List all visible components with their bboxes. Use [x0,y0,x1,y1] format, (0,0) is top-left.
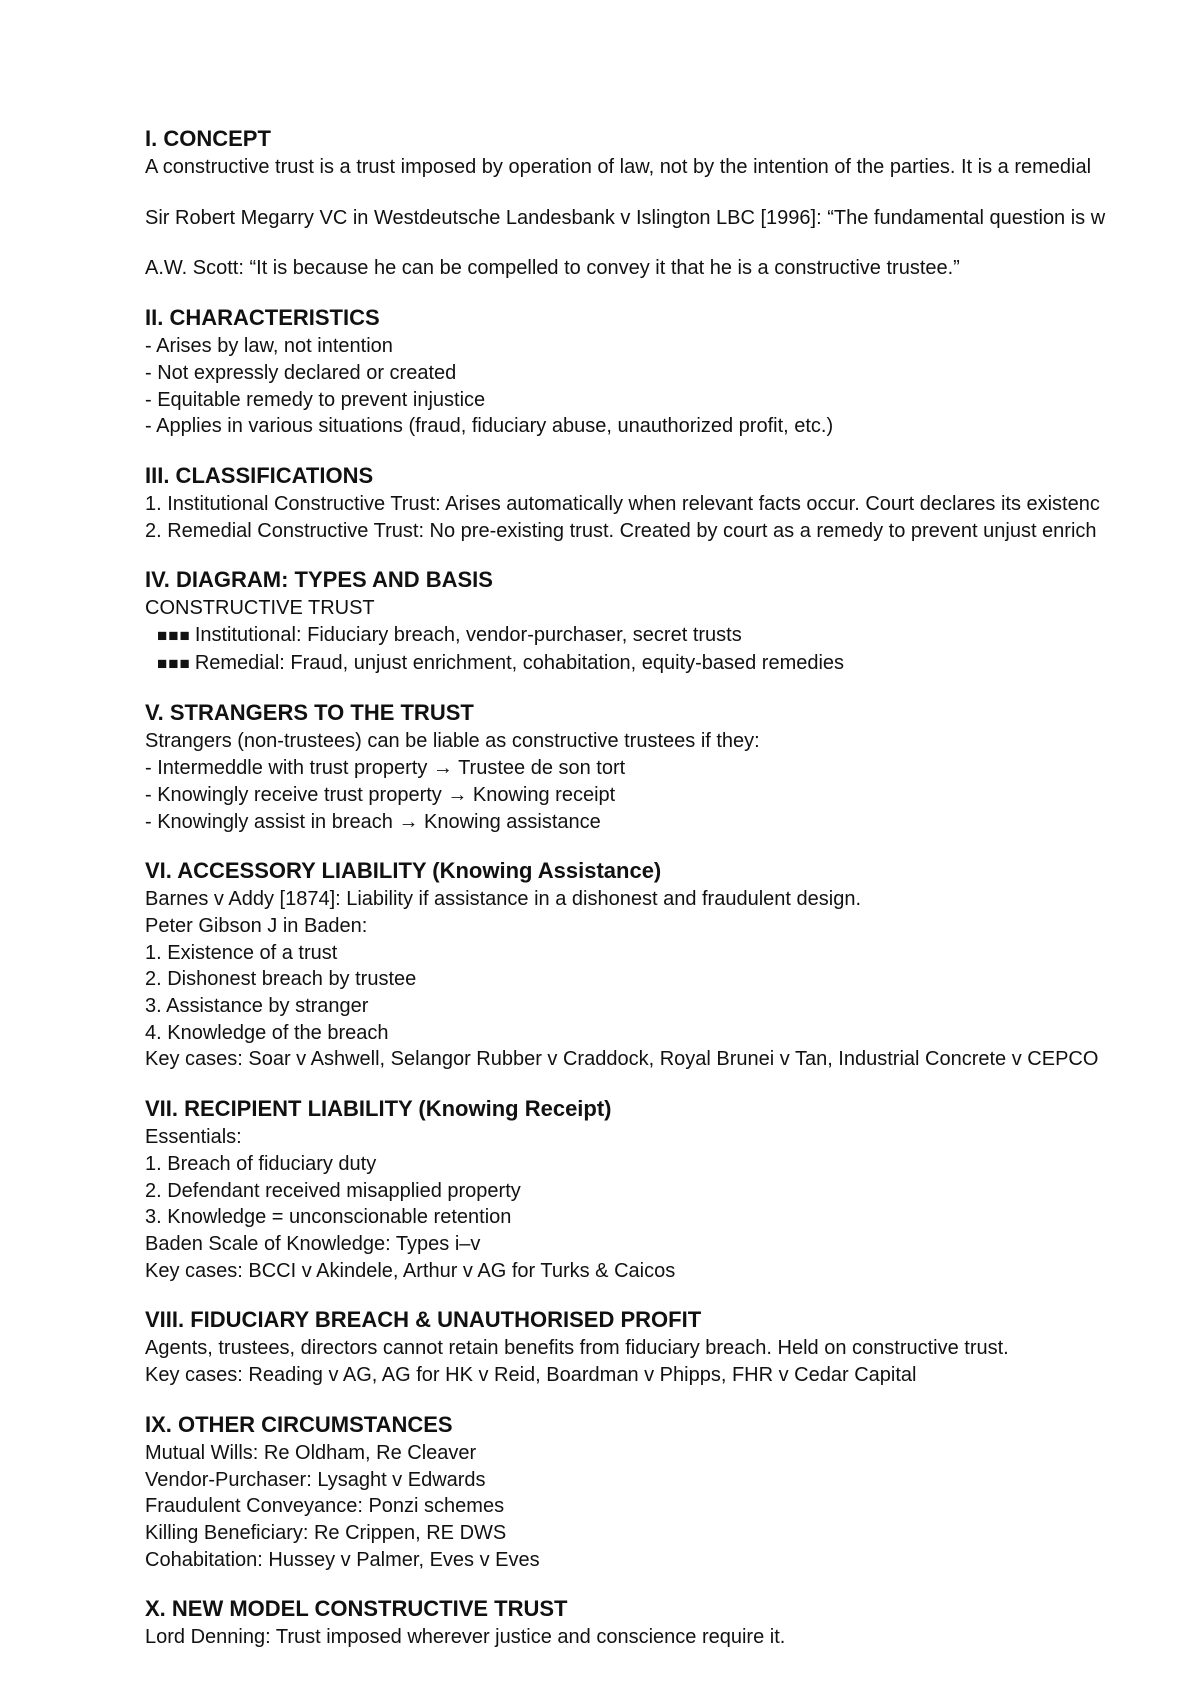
section-heading: VIII. FIDUCIARY BREACH & UNAUTHORISED PROFIT [145,1307,702,1333]
document-page [145,124,1200,1672]
section-heading: II. CHARACTERISTICS [145,305,380,331]
text-line: Fraudulent Conveyance: Ponzi schemes [145,1495,505,1518]
section-recipient-liability [145,1094,1200,1284]
diagram-branch [145,650,1200,678]
diagram-root: CONSTRUCTIVE TRUST [145,597,375,620]
diagram-branch [145,622,1200,650]
section-heading: IV. DIAGRAM: TYPES AND BASIS [145,567,493,593]
list-item: 2. Remedial Constructive Trust: No pre-existing trust. Created by court as a remedy to prevent unjust enrich [145,519,1097,542]
list-item: 3. Knowledge = unconscionable retention [145,1206,512,1229]
list-item: 1. Breach of fiduciary duty [145,1152,377,1175]
list-item: - Applies in various situations (fraud, fiduciary abuse, unauthorized profit, etc.) [145,415,834,438]
section-heading: X. NEW MODEL CONSTRUCTIVE TRUST [145,1596,568,1622]
paragraph: A.W. Scott: “It is because he can be compelled to convey it that he is a constructive trustee.” [145,257,960,280]
diagram-branch-label: Remedial: Fraud, unjust enrichment, cohabitation, equity-based remedies [194,651,845,674]
list-item: - Equitable remedy to prevent injustice [145,388,486,411]
list-item: 2. Defendant received misapplied property [145,1179,521,1202]
text-line: Killing Beneficiary: Re Crippen, RE DWS [145,1521,507,1544]
text-line: Barnes v Addy [1874]: Liability if assistance in a dishonest and fraudulent design. [145,888,862,911]
section-accessory-liability [145,856,1200,1073]
text-line: Mutual Wills: Re Oldham, Re Cleaver [145,1441,477,1464]
branch-connector-icon: ■■■ [157,653,191,673]
list-item: - Knowingly assist in breach → Knowing assistance [145,810,601,833]
section-fiduciary-breach [145,1305,1200,1388]
diagram-branch-label: Institutional: Fiduciary breach, vendor-purchaser, secret trusts [194,624,742,647]
section-strangers [145,698,1200,835]
section-classifications [145,461,1200,544]
list-item: 1. Existence of a trust [145,941,338,964]
text-line: Cohabitation: Hussey v Palmer, Eves v Eves [145,1548,540,1571]
section-heading: I. CONCEPT [145,126,271,151]
section-heading: III. CLASSIFICATIONS [145,462,374,488]
key-cases: Key cases: Soar v Ashwell, Selangor Rubber v Craddock, Royal Brunei v Tan, Industrial Concrete v CEPCO [145,1048,1099,1071]
list-item: 1. Institutional Constructive Trust: Arises automatically when relevant facts occur. Court declares its existenc [145,492,1100,515]
section-characteristics [145,303,1200,440]
text-line: Vendor-Purchaser: Lysaght v Edwards [145,1468,486,1491]
section-diagram [145,565,1200,677]
section-other-circumstances [145,1410,1200,1574]
list-item: 4. Knowledge of the breach [145,1021,389,1044]
text-line: Agents, trustees, directors cannot retain benefits from fiduciary breach. Held on constructive trust. [145,1337,1009,1360]
text-line: Peter Gibson J in Baden: [145,914,368,937]
key-cases: Key cases: BCCI v Akindele, Arthur v AG for Turks & Caicos [145,1259,676,1282]
list-item: - Not expressly declared or created [145,361,457,384]
list-item: - Knowingly receive trust property → Knowing receipt [145,783,616,806]
section-heading: IX. OTHER CIRCUMSTANCES [145,1411,453,1437]
section-intro: Strangers (non-trustees) can be liable as constructive trustees if they: [145,730,760,753]
list-item: 3. Assistance by stranger [145,995,369,1018]
list-item: - Arises by law, not intention [145,335,393,358]
text-line: Essentials: [145,1126,242,1149]
list-item: - Intermeddle with trust property → Trustee de son tort [145,757,626,780]
list-item: 2. Dishonest breach by trustee [145,968,417,991]
section-heading: VII. RECIPIENT LIABILITY (Knowing Receipt) [145,1096,612,1122]
section-new-model [145,1594,1200,1651]
paragraph: A constructive trust is a trust imposed by operation of law, not by the intention of the parties. It is a remedial [145,156,1092,178]
branch-connector-icon: ■■■ [157,626,191,646]
section-concept [145,124,1200,282]
section-heading: VI. ACCESSORY LIABILITY (Knowing Assistance) [145,858,662,884]
text-line: Lord Denning: Trust imposed wherever justice and conscience require it. [145,1626,786,1649]
section-heading: V. STRANGERS TO THE TRUST [145,700,474,726]
paragraph: Sir Robert Megarry VC in Westdeutsche Landesbank v Islington LBC [1996]: “The fundamental question is w [145,206,1106,229]
text-line: Baden Scale of Knowledge: Types i–v [145,1232,481,1255]
key-cases: Key cases: Reading v AG, AG for HK v Reid, Boardman v Phipps, FHR v Cedar Capital [145,1364,917,1387]
